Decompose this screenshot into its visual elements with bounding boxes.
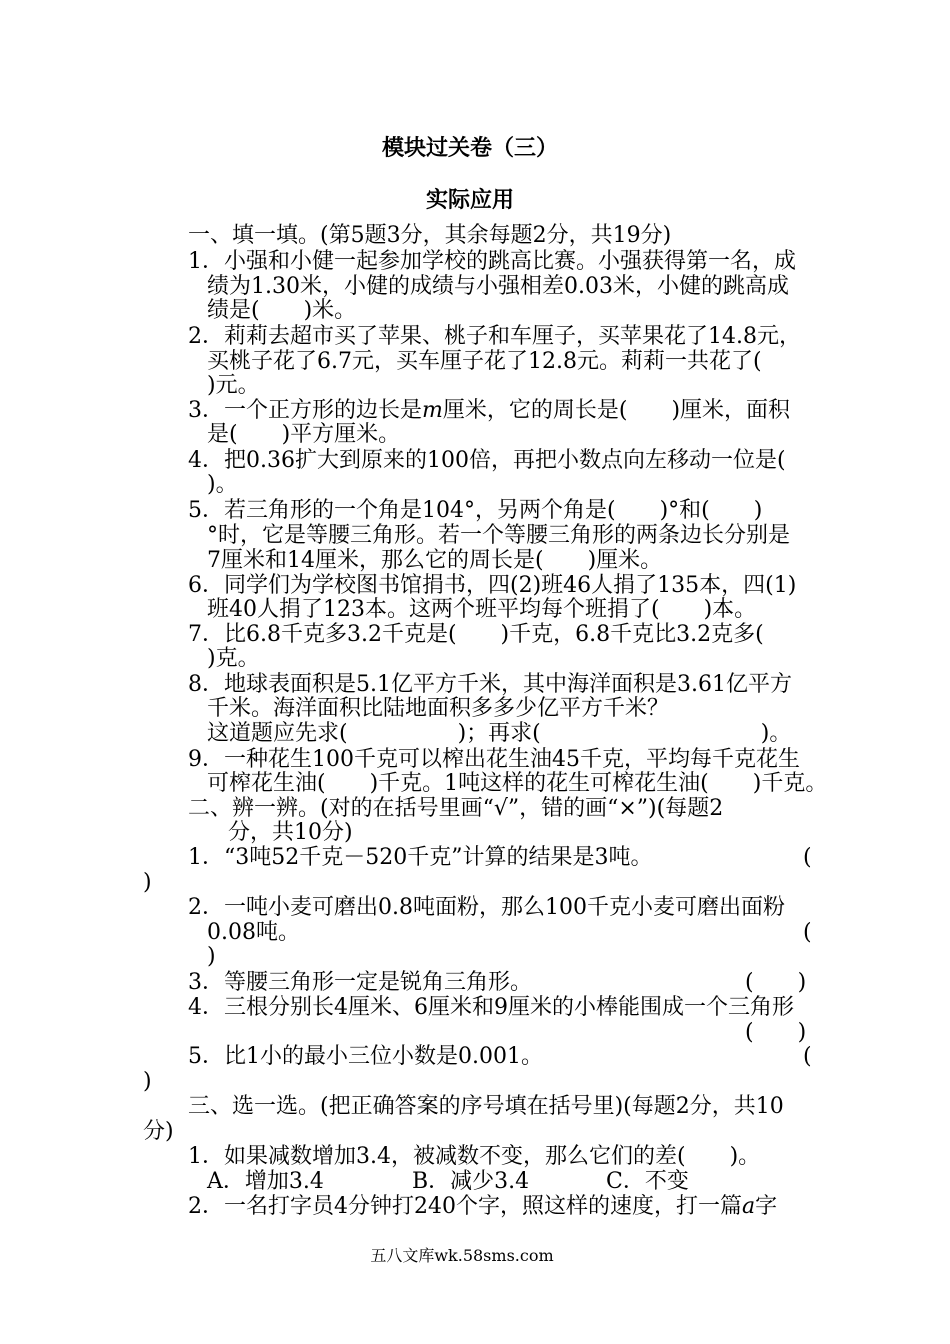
choose-q2-line-1 [188,1195,777,1219]
judge-q3-blank: ( ) [745,970,807,995]
fill-q9-line-1: 9．一种花生100千克可以榨出花生油45千克，平均每千克花生 [188,747,800,772]
section-judge-heading-line-1: 二、辨一辨。(对的在括号里画“√”，错的画“×”)(每题2 [188,796,724,821]
choose-q2-text-pre: 2．一名打字员4分钟打240个字，照这样的速度，打一篇 [188,1194,742,1219]
judge-q2-line-2: 0.08吨。 [207,920,300,945]
footer-watermark: 五八文库wk.58sms.com [370,1246,554,1265]
choose-q2-text-post: 字 [755,1194,778,1219]
choose-q1-option-c: C．不变 [606,1169,689,1194]
fill-q8-line-1: 8．地球表面积是5.1亿平方千米，其中海洋面积是3.61亿平方 [188,672,792,697]
fill-q7-line-1: 7．比6.8千克多3.2千克是( )千克，6.8千克比3.2克多( [188,622,764,647]
judge-q4-blank: ( ) [745,1020,807,1045]
judge-q5-open-paren: ( [803,1044,812,1069]
judge-q2-open-paren: ( [803,920,812,945]
choose-q1-text: 1．如果减数增加3.4，被减数不变，那么它们的差( )。 [188,1144,761,1169]
fill-q5-line-1: 5．若三角形的一个角是104°，另两个角是( )°和( ) [188,498,763,523]
section-choose-heading-line-1: 三、选一选。(把正确答案的序号填在括号里)(每题2分，共10 [188,1094,784,1119]
judge-q5-text: 5．比1小的最小三位小数是0.001。 [188,1044,543,1069]
fill-q4-line-2: )。 [207,472,238,497]
judge-q1-open-paren: ( [803,845,812,870]
section-judge-heading-line-2: 分，共10分) [228,820,353,845]
judge-q1-text: 1．“3吨52千克－520千克”计算的结果是3吨。 [188,845,653,870]
fill-q1-line-3: 绩是( )米。 [207,298,357,323]
choose-q1-option-b: B．减少3.4 [412,1169,530,1194]
page-subtitle: 实际应用 [425,187,514,213]
fill-q3-text-post: 厘米，它的周长是( )厘米，面积 [442,398,791,423]
fill-q6-line-1: 6．同学们为学校图书馆捐书，四(2)班46人捐了135本，四(1) [188,573,797,598]
fill-q5-line-2: °时，它是等腰三角形。若一个等腰三角形的两条边长分别是 [207,523,791,548]
fill-q8-line-2: 千米。海洋面积比陆地面积多多少亿平方千米？ [207,696,670,721]
fill-q3-variable: m [422,398,443,423]
judge-q3-text: 3．等腰三角形一定是锐角三角形。 [188,970,532,995]
fill-q1-line-2: 绩为1.30米，小健的成绩与小强相差0.03米，小健的跳高成 [207,274,789,299]
section-choose-heading-line-2: 分) [143,1119,174,1144]
choose-q2-variable: a [742,1194,756,1219]
fill-q2-line-2: 买桃子花了6.7元，买车厘子花了12.8元。莉莉一共花了( [207,349,762,374]
fill-q3-text-pre: 3．一个正方形的边长是 [188,398,422,423]
fill-q2-line-1: 2．莉莉去超市买了苹果、桃子和车厘子，买苹果花了14.8元， [188,324,801,349]
judge-q2-close-paren: ) [207,944,216,969]
fill-q7-line-2: )克。 [207,646,260,671]
page-title: 模块过关卷（三） [381,135,558,161]
judge-q4-text: 4．三根分别长4厘米、6厘米和9厘米的小棒能围成一个三角形 [188,995,794,1020]
fill-q9-line-2: 可榨花生油( )千克。1吨这样的花生可榨花生油( )千克。 [207,771,828,796]
judge-q1-close-paren: ) [143,870,152,895]
fill-q2-line-3: )元。 [207,373,260,398]
choose-q1-option-a: A．增加3.4 [207,1169,324,1194]
fill-q5-line-3: 7厘米和14厘米，那么它的周长是( )厘米。 [207,548,663,573]
fill-q3-line-2: 是( )平方厘米。 [207,422,401,447]
judge-q2-line-1: 2．一吨小麦可磨出0.8吨面粉，那么100千克小麦可磨出面粉 [188,895,785,920]
fill-q3-line-1 [188,399,790,423]
fill-q1-line-1: 1．小强和小健一起参加学校的跳高比赛。小强获得第一名，成 [188,249,796,274]
fill-q6-line-2: 班40人捐了123本。这两个班平均每个班捐了( )本。 [207,597,757,622]
judge-q5-close-paren: ) [143,1069,152,1094]
fill-q4-line-1: 4．把0.36扩大到原来的100倍，再把小数点向左移动一位是( [188,448,786,473]
fill-q8-line-3: 这道题应先求( )；再求( )。 [207,721,792,746]
section-fill-heading: 一、填一填。(第5题3分，其余每题2分，共19分) [188,223,672,248]
